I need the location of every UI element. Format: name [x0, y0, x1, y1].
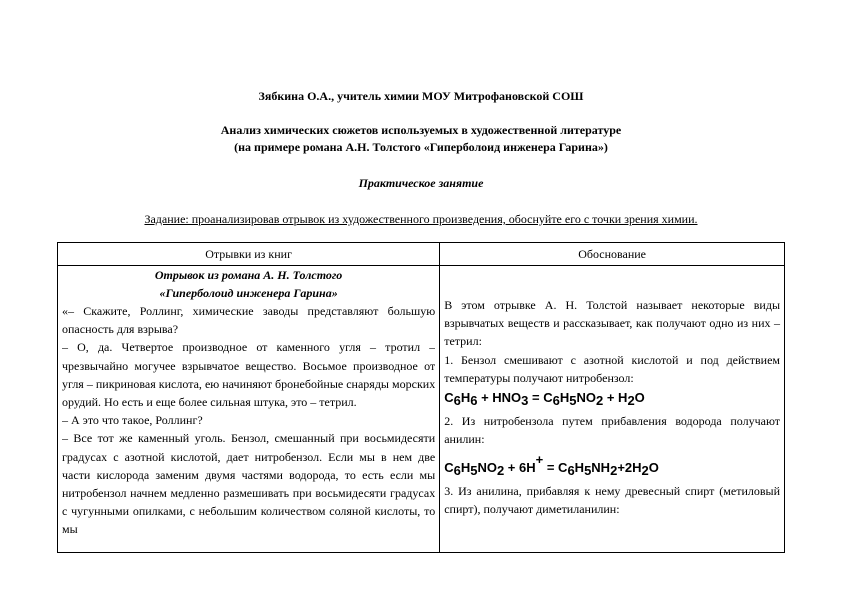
excerpt-cell	[58, 266, 440, 553]
excerpt-paragraph: – А это что такое, Роллинг?	[62, 413, 203, 428]
excerpt-title-1: Отрывок из романа А. Н. Толстого	[154, 268, 343, 282]
excerpt-paragraph: «– Скажите, Роллинг, химические заводы представляют большую опасность для взрыва?	[62, 304, 436, 337]
justification-intro: В этом отрывке А. Н. Толстой называет некоторые виды взрывчатых веществ и рассказывает, как получают одно из них – тетрил:	[444, 298, 780, 349]
equation-nitration: $C_6H_6 + HNO_3 = C_6H_5NO_2 + H_2O$	[444, 390, 645, 409]
table-row	[58, 266, 785, 553]
practical-label: Практическое занятие	[358, 176, 484, 190]
justification-step-1: 1. Бензол смешивают с азотной кислотой и под действием температуры получают нитробензол:	[444, 352, 780, 385]
equation-reduction: $C_6H_5NO_2 + 6H^+ = C_6H_5NH_2+2H_2O$	[444, 451, 659, 478]
analysis-table	[57, 242, 785, 553]
excerpt-paragraph: – О, да. Четвертое производное от каменного угля – тротил – чрезвычайно могучее взрывчатое вещество. Восьмое производное от угля – пикриновая кислота, ею начиняют бронебойные снаряды морских орудий. Но есть и еще более сильная штука, это – тетрил.	[62, 340, 436, 410]
table-header-row	[58, 243, 785, 266]
excerpt-paragraph: – Все тот же каменный уголь. Бензол, смешанный при восьмидесяти градусах с азотной кислотой, дает нитробензол. Если мы в нем две части кислорода заменим двумя частями водорода, то есть если мы нитробензол начнем медленно размешивать при восьмидесяти градусах с чугунными опилками, с небольшим количеством соляной кислоты, то мы	[62, 431, 436, 537]
justification-step-2: 2. Из нитробензола путем прибавления водорода получают анилин:	[444, 414, 780, 447]
task-statement: Задание: проанализировав отрывок из художественного произведения, обоснуйте его с точки зрения химии.	[144, 212, 698, 226]
author-line: Зябкина О.А., учитель химии МОУ Митрофановской СОШ	[258, 89, 584, 103]
title-line-2: (на примере романа А.Н. Толстого «Гиперболоид инженера Гарина»)	[234, 140, 608, 154]
header-excerpts: Отрывки из книг	[58, 243, 440, 266]
title-line-1: Анализ химических сюжетов используемых в художественной литературе	[220, 123, 622, 137]
excerpt-title-2: «Гиперболоид инженера Гарина»	[159, 286, 338, 300]
header-justification: Обоснование	[440, 243, 785, 266]
justification-step-3: 3. Из анилина, прибавляя к нему древесный спирт (метиловый спирт), получают диметиланилин:	[444, 483, 780, 517]
justification-cell	[440, 266, 785, 553]
